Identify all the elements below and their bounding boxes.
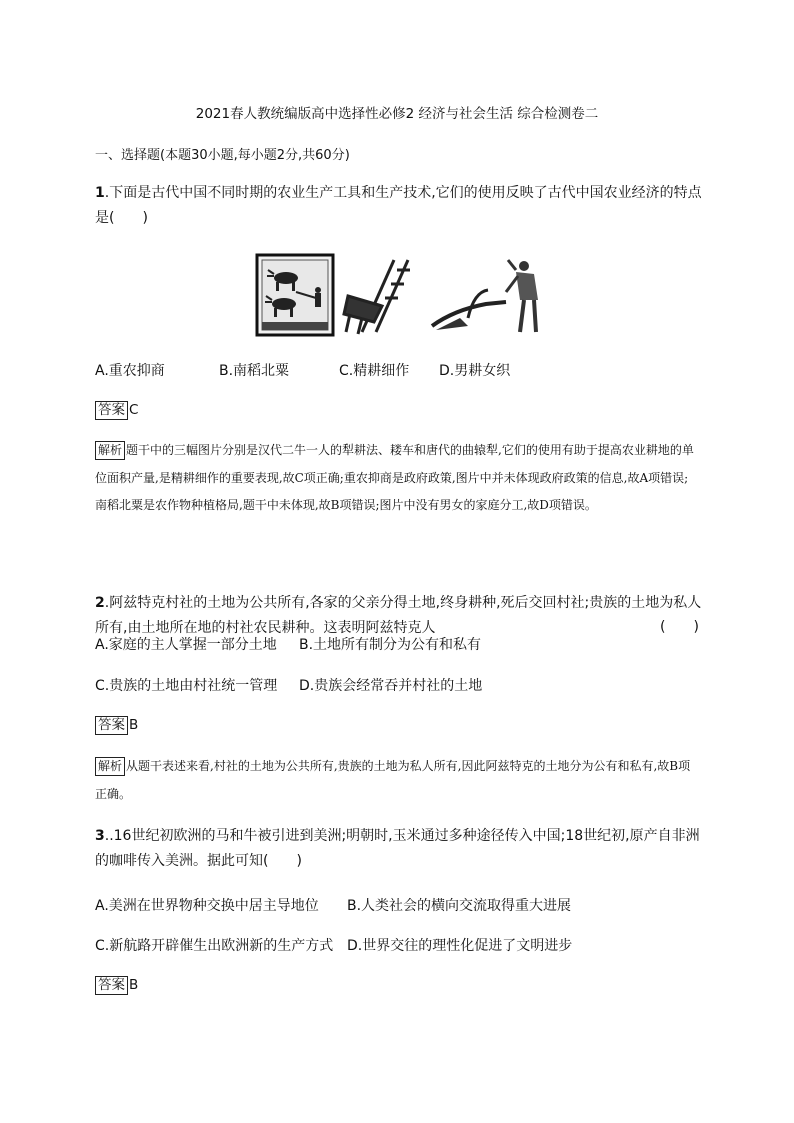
- question-1-analysis: [95, 437, 695, 520]
- analysis-tag: 解析: [95, 757, 125, 776]
- question-1-options: [95, 360, 510, 380]
- option-a[interactable]: A.重农抑商: [95, 363, 165, 379]
- question-3-answer: [95, 976, 138, 995]
- option-c[interactable]: C.新航路开辟催生出欧洲新的生产方式: [95, 938, 334, 954]
- option-c[interactable]: C.精耕细作: [339, 363, 410, 379]
- question-3-options-row-2: [95, 935, 572, 955]
- curved-plow-image: [432, 260, 538, 332]
- seed-drill-image: [344, 260, 410, 334]
- answer-value: B: [129, 717, 139, 733]
- answer-tag: 答案: [95, 976, 128, 995]
- question-2-analysis: [95, 753, 695, 808]
- option-b[interactable]: B.南稻北粟: [219, 363, 290, 379]
- farming-tools-illustration: [254, 252, 544, 338]
- option-a[interactable]: A.家庭的主人掌握一部分土地: [95, 637, 277, 653]
- question-text: ..16世纪初欧洲的马和牛被引进到美洲;明朝时,玉米通过多种途径传入中国;18世纪初,原产自非洲的咖啡传入美洲。据此可知( ): [95, 828, 700, 869]
- question-1-stem: [95, 181, 705, 231]
- answer-tag: 答案: [95, 716, 128, 735]
- question-1-answer: [95, 401, 138, 420]
- question-text: .下面是古代中国不同时期的农业生产工具和生产技术,它们的使用反映了古代中国农业经济的特点是( ): [95, 185, 702, 226]
- question-2-options-row-2: [95, 675, 482, 695]
- answer-value: B: [129, 977, 139, 993]
- question-number: 3: [95, 828, 105, 844]
- question-text: .阿兹特克村社的土地为公共所有,各家的父亲分得土地,终身耕种,死后交回村社;贵族的土地为私人所有,由土地所在地的村社农民耕种。这表明阿兹特克人: [95, 595, 702, 636]
- document-title: 2021春人教统编版高中选择性必修2 经济与社会生活 综合检测卷二: [195, 106, 599, 122]
- option-d[interactable]: D.男耕女织: [439, 363, 511, 379]
- question-3-options-row-1: [95, 895, 571, 915]
- ox-plowing-mural-image: [257, 255, 333, 335]
- question-2-answer-blank: ( ): [660, 619, 699, 635]
- option-c[interactable]: C.贵族的土地由村社统一管理: [95, 678, 278, 694]
- answer-tag: 答案: [95, 401, 128, 420]
- question-number: 2: [95, 595, 105, 611]
- analysis-text: 题干中的三幅图片分别是汉代二牛一人的犁耕法、耧车和唐代的曲辕犁,它们的使用有助于提高农业耕地的单位面积产量,是精耕细作的重要表现,故C项正确;重农抑商是政府政策,图片中并未体现政府政策的信息,故A项错误;南稻北粟是农作物种植格局,题干中未体现,故B项错误;图片中没有男女的家庭分工,故D项错误。: [95, 443, 694, 512]
- option-d[interactable]: D.世界交往的理性化促进了文明进步: [347, 938, 573, 954]
- question-2-answer: [95, 716, 138, 735]
- option-b[interactable]: B.人类社会的横向交流取得重大进展: [347, 898, 572, 914]
- answer-value: C: [129, 402, 139, 418]
- analysis-text: 从题干表述来看,村社的土地为公共所有,贵族的土地为私人所有,因此阿兹特克的土地分为公有和私有,故B项正确。: [95, 759, 691, 801]
- question-number: 1: [95, 185, 105, 201]
- option-b[interactable]: B.土地所有制分为公有和私有: [299, 637, 482, 653]
- section-heading: 一、选择题(本题30小题,每小题2分,共60分): [95, 148, 350, 163]
- question-2-options-row-1: [95, 634, 481, 654]
- question-3-stem: [95, 824, 705, 874]
- farming-tools-figure: [254, 252, 544, 338]
- option-d[interactable]: D.贵族会经常吞并村社的土地: [299, 678, 483, 694]
- option-a[interactable]: A.美洲在世界物种交换中居主导地位: [95, 898, 319, 914]
- analysis-tag: 解析: [95, 441, 125, 460]
